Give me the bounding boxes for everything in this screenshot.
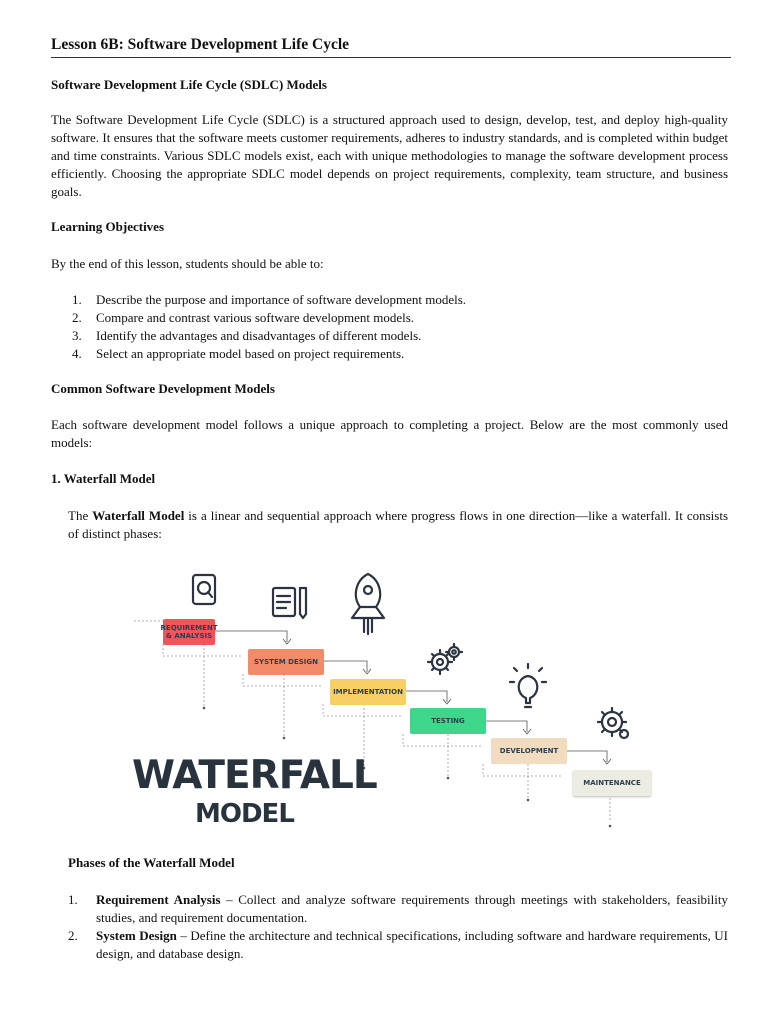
list-item: 1. Describe the purpose and importance of software development models.	[72, 292, 467, 307]
gear-icon	[598, 708, 628, 738]
waterfall-logo-subtitle: MODEL	[195, 799, 294, 829]
gears-icon	[428, 644, 462, 674]
sdlc-intro-paragraph: The Software Development Life Cycle (SDLC) is a structured approach used to design, develop, test, and deploy high-quality software. It ensures that the software meets customer requirements, adheres to industry standards, and is completed within budget and time constraints. Various SDLC models exist, each with unique methodologies to manage the software development process efficiently. Choosing the appropriate SDLC model depends on project requirements, complexity, team structure, and business goals.	[51, 112, 728, 199]
phases-heading: Phases of the Waterfall Model	[68, 855, 235, 870]
waterfall-diagram	[120, 560, 680, 840]
step-requirement-analysis: REQUIREMENT & ANALYSIS	[163, 619, 215, 645]
list-item: 1. Requirement Analysis – Collect and analyze software requirements through meetings with stakeholders, feasibility studies, and requirement documentation.	[68, 892, 728, 925]
sdlc-models-heading: Software Development Life Cycle (SDLC) Models	[51, 77, 327, 92]
title-divider	[51, 57, 731, 58]
list-item: 3. Identify the advantages and disadvantages of different models.	[72, 328, 422, 343]
document-search-icon	[193, 575, 215, 604]
lightbulb-icon	[510, 664, 546, 707]
step-maintenance: MAINTENANCE	[573, 770, 651, 796]
objectives-intro: By the end of this lesson, students should be able to:	[51, 256, 324, 271]
objectives-list	[51, 291, 728, 363]
waterfall-heading: 1. Waterfall Model	[51, 471, 156, 486]
common-models-paragraph: Each software development model follows a unique approach to completing a project. Below are the most commonly used models:	[51, 417, 728, 450]
waterfall-logo-title: WATERFALL	[132, 753, 377, 798]
notepad-pencil-icon	[273, 588, 306, 618]
learning-objectives-heading: Learning Objectives	[51, 219, 165, 234]
step-development: DEVELOPMENT	[491, 738, 567, 764]
common-models-heading: Common Software Development Models	[51, 381, 275, 396]
waterfall-paragraph: The Waterfall Model is a linear and sequential approach where progress flows in one direction—like a waterfall. It consists of distinct phases:	[68, 508, 729, 541]
step-system-design: SYSTEM DESIGN	[248, 649, 324, 675]
step-testing: TESTING	[410, 708, 486, 734]
list-item: 4. Select an appropriate model based on project requirements.	[72, 346, 405, 361]
rocket-icon	[352, 574, 384, 634]
list-item: 2. System Design – Define the architecture and technical specifications, including software and hardware requirements, UI design, and database design.	[68, 928, 728, 961]
phases-list	[48, 891, 728, 963]
page-title: Lesson 6B: Software Development Life Cycle	[51, 36, 350, 53]
step-implementation: IMPLEMENTATION	[330, 679, 406, 705]
list-item: 2. Compare and contrast various software development models.	[72, 310, 415, 325]
